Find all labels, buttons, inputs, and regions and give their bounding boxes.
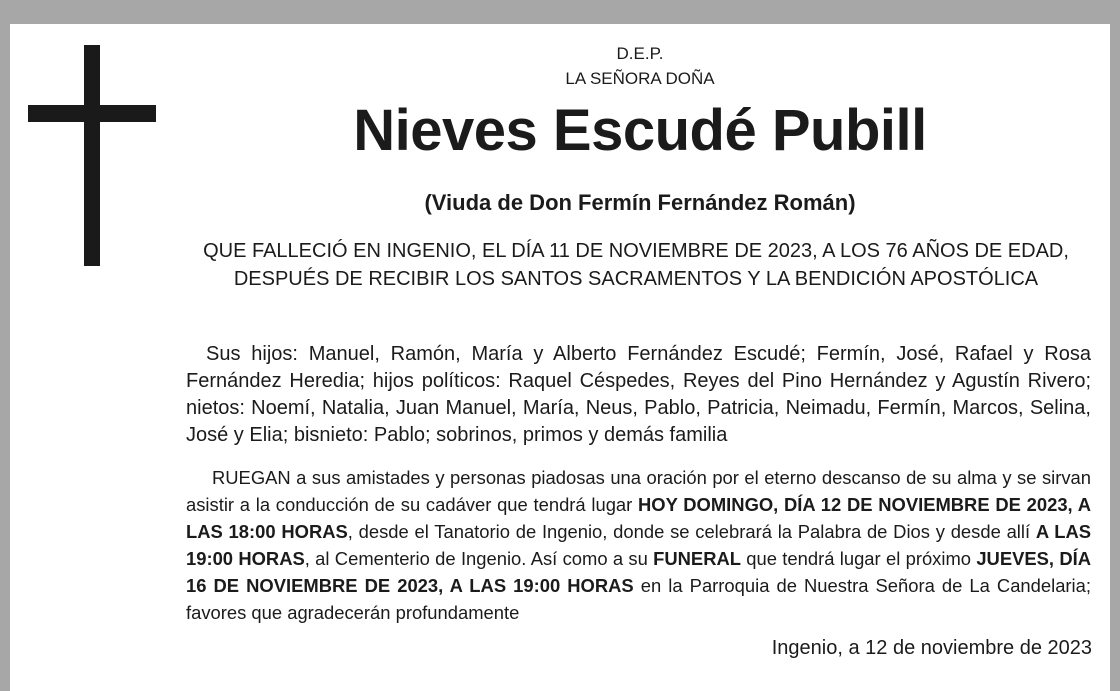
ruegan-bold-3: FUNERAL bbox=[653, 548, 741, 569]
ruegan-bold-1: HOY DOMINGO, DÍA 12 DE NOVIEMBRE DE 2023, A LAS 18:00 HORAS bbox=[186, 494, 1091, 542]
family-paragraph bbox=[186, 341, 1091, 449]
ruegan-text-5: en la Parroquia de Nuestra Señora de La Candelaria; favores que agradecerán profundamente bbox=[186, 575, 1091, 623]
obituary-card bbox=[10, 24, 1110, 691]
ruegan-text-4: que tendrá lugar el próximo bbox=[741, 548, 977, 569]
ruegan-paragraph bbox=[186, 464, 1091, 626]
ruegan-bold-4: JUEVES, DÍA 16 DE NOVIEMBRE DE 2023, A LAS 19:00 HORAS bbox=[186, 548, 1091, 596]
dep-heading: D.E.P. bbox=[616, 44, 664, 63]
ruegan-text-3: , al Cementerio de Ingenio. Así como a su bbox=[304, 548, 654, 569]
ruegan-bold-2: A LAS 19:00 HORAS bbox=[186, 521, 1092, 569]
ruegan-text-1: RUEGAN a sus amistades y personas piadosas una oración por el eterno descanso de su alma y se sirvan asistir a la conducción de su cadáver que tendrá lugar bbox=[186, 467, 1091, 515]
death-statement: QUE FALLECIÓ EN INGENIO, EL DÍA 11 DE NOVIEMBRE DE 2023, A LOS 76 AÑOS DE EDAD, DESPUÉS DE RECIBIR LOS SANTOS SACRAMENTOS Y LA BENDICIÓN APOSTÓLICA bbox=[203, 240, 1069, 290]
cross-icon-vertical bbox=[84, 45, 100, 266]
family-text: Sus hijos: Manuel, Ramón, María y Alberto Fernández Escudé; Fermín, José, Rafael y Rosa Fernández Heredia; hijos políticos: Raquel Céspedes, Reyes del Pino Hernández y Agustín Rivero; nietos: Noemí, Natalia, Juan Manuel, María, Neus, Pablo, Patricia, Neimadu, Fermín, Marcos, Selina, José y Elia; bisnieto: Pablo; sobrinos, primos y demás familia bbox=[186, 343, 1091, 446]
deceased-name: Nieves Escudé Pubill bbox=[353, 98, 927, 163]
closing-date: Ingenio, a 12 de noviembre de 2023 bbox=[771, 637, 1092, 659]
widow-of: (Viuda de Don Fermín Fernández Román) bbox=[424, 190, 856, 215]
cross-icon-horizontal bbox=[28, 105, 156, 122]
salutation: LA SEÑORA DOÑA bbox=[565, 69, 715, 88]
cross-icon bbox=[28, 45, 156, 266]
ruegan-text-2: , desde el Tanatorio de Ingenio, donde se celebrará la Palabra de Dios y desde allí bbox=[347, 521, 1036, 542]
